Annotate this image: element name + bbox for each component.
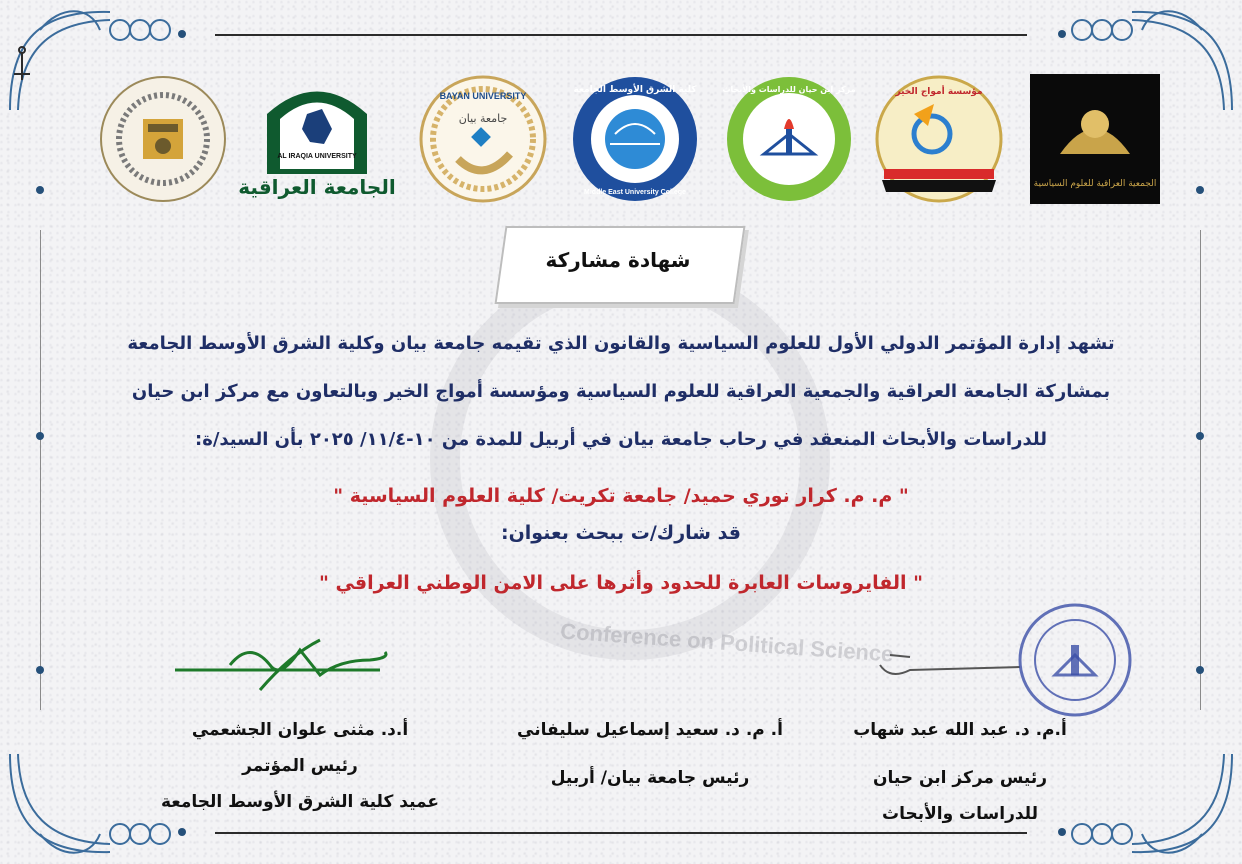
iraqi-political-science-society-logo — [1030, 74, 1160, 204]
signatory-left — [120, 712, 480, 820]
signatory-role: للدراسات والأبحاث — [881, 804, 1038, 824]
conference-logo — [98, 74, 228, 204]
certificate-title: شهادة مشاركة — [545, 248, 691, 272]
body-line: للدراسات والأبحاث المنعقد في رحاب جامعة بيان في أربيل للمدة من ١٠-١١/٤/ ٢٠٢٥ بأن السيد/ة: — [195, 429, 1047, 450]
frame-dot — [36, 666, 44, 674]
research-title: " الفايروسات العابرة للحدود وأثرها على الامن الوطني العراقي " — [318, 572, 924, 594]
signatory-name: أ.د. مثنى علوان الجشعمي — [191, 720, 409, 740]
frame-dot — [36, 432, 44, 440]
signatory-role: رئيس المؤتمر — [242, 756, 358, 776]
signature-center-head — [870, 645, 1030, 695]
signature-conference-head — [170, 630, 400, 700]
signatory-name: أ.م. د. عبد الله عبد شهاب — [853, 720, 1067, 740]
amwaj-alkhair-logo — [874, 74, 1004, 204]
body-line: بمشاركة الجامعة العراقية والجمعية العراقية للعلوم السياسية ومؤسسة أمواج الخير وبالتعاون مع مركز ابن حيان — [131, 381, 1111, 402]
frame-dot — [1196, 186, 1204, 194]
frame-dot — [1196, 666, 1204, 674]
svg-text:كلية الشرق الأوسط الجامعة: كلية الشرق الأوسط الجامعة — [573, 85, 697, 95]
svg-text:الجمعية العراقية للعلوم السياس: الجمعية العراقية للعلوم السياسية — [1033, 179, 1157, 189]
frame-top-line — [215, 34, 1027, 36]
svg-text:جامعة بيان: جامعة بيان — [458, 112, 508, 125]
participated-label: قد شارك/ت ببحث بعنوان: — [500, 522, 741, 544]
svg-text:مركز ابن حيان للدراسات والأبحا: مركز ابن حيان للدراسات والأبحاث — [722, 85, 856, 94]
certificate-body — [80, 320, 1162, 464]
watermark-text: Conference on Political Science — [559, 618, 895, 667]
svg-text:مؤسسة أمواج الخير: مؤسسة أمواج الخير — [895, 87, 983, 97]
signatory-role: رئيس جامعة بيان/ أربيل — [550, 768, 750, 788]
signatory-role: عميد كلية الشرق الأوسط الجامعة — [160, 792, 440, 812]
frame-dot — [36, 186, 44, 194]
official-stamp — [1010, 600, 1140, 720]
signatory-name: أ. م. د. سعيد إسماعيل سليفاني — [517, 720, 783, 740]
svg-text:AL IRAQIA UNIVERSITY: AL IRAQIA UNIVERSITY — [277, 153, 357, 160]
svg-text:Middle East University College: Middle East University College — [584, 189, 686, 196]
body-line: تشهد إدارة المؤتمر الدولي الأول للعلوم السياسية والقانون الذي تقيمه جامعة بيان وكلية الشرق الأوسط الجامعة — [127, 333, 1115, 354]
participant-name: " م. م. كرار نوري حميد/ جامعة تكريت/ كلية العلوم السياسية " — [333, 485, 909, 507]
frame-right-line — [1200, 230, 1201, 710]
signatory-right — [820, 712, 1100, 832]
iraqia-university-logo — [238, 74, 396, 204]
ibn-hayyan-center-logo — [724, 74, 854, 204]
bayan-university-logo — [418, 74, 548, 204]
signatory-role: رئيس مركز ابن حيان — [872, 768, 1048, 788]
svg-text:الجامعة العراقية: الجامعة العراقية — [238, 175, 396, 199]
middle-east-college-logo — [570, 74, 700, 204]
signatory-middle — [480, 712, 820, 796]
svg-text:BAYAN UNIVERSITY: BAYAN UNIVERSITY — [439, 91, 527, 101]
frame-left-line — [40, 230, 41, 710]
frame-bottom-line — [215, 832, 1027, 834]
frame-dot — [1196, 432, 1204, 440]
